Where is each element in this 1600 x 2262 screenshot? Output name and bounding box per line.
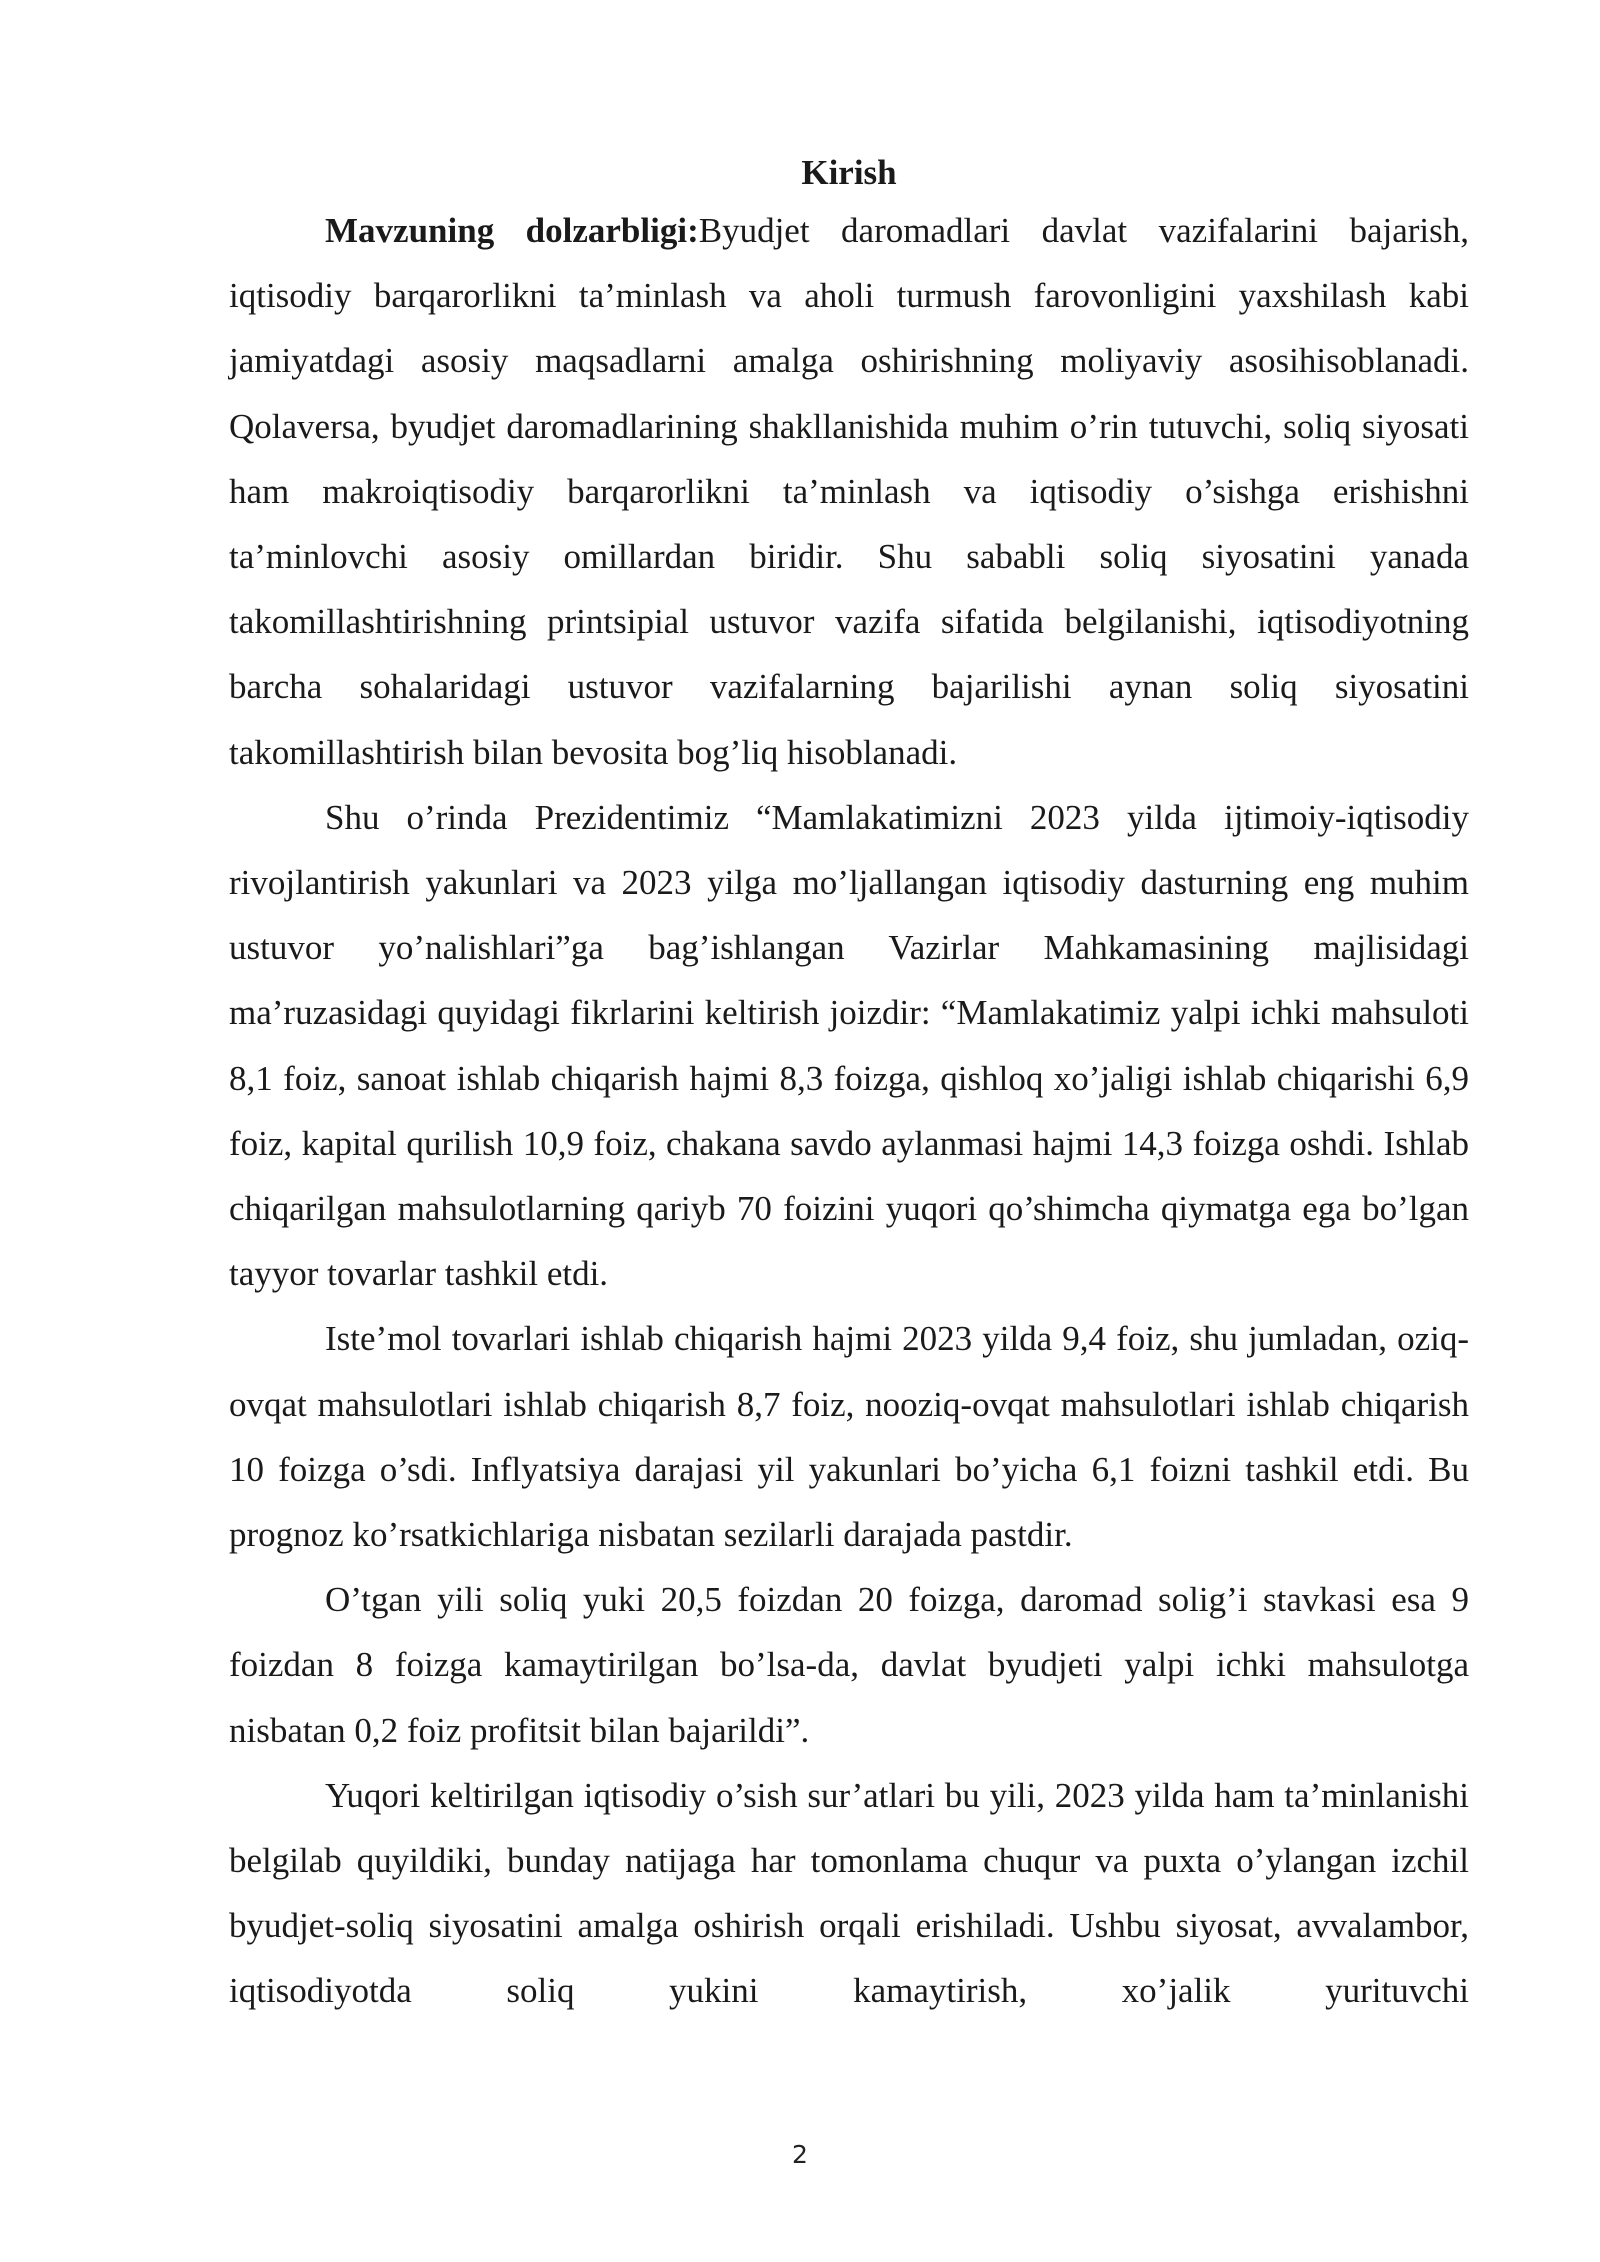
- paragraph: Iste’mol tovarlari ishlab chiqarish hajmi 2023 yilda 9,4 foiz, shu jumladan, oziq-ovqat mahsulotlari ishlab chiqarish 8,7 foiz, nooziq-ovqat mahsulotlari ishlab chiqarish 10 foizga o’sdi. Inflyatsiya darajasi yil yakunlari bo’yicha 6,1 foizni tashkil etdi. Bu prognoz ko’rsatkichlariga nisbatan sezilarli darajada pastdir.: [229, 1319, 1469, 1555]
- paragraph: O’tgan yili soliq yuki 20,5 foizdan 20 foizga, daromad solig’i stavkasi esa 9 foizdan 8 foizga kamaytirilgan bo’lsa-da, davlat byudjeti yalpi ichki mahsulotga nisbatan 0,2 foiz profitsit bilan bajarildi”.: [229, 1580, 1469, 1750]
- section-title: Kirish: [801, 153, 897, 192]
- paragraph-text: Byudjet daromadlari davlat vazifalarini bajarish, iqtisodiy barqarorlikni ta’minlash va aholi turmush farovonligini yaxshilash kabi jamiyatdagi asosiy maqsadlarni amalga oshirishning moliyaviy asosihisoblanadi. Qolaversa, byudjet daromadlarining shakllanishida muhim o’rin tutuvchi, soliq siyosati ham makroiqtisodiy barqarorlikni ta’minlash va iqtisodiy o’sishga erishishni ta’minlovchi asosiy omillardan biridir. Shu sababli soliq siyosatini yanada takomillashtirishning printsipial ustuvor vazifa sifatida belgilanishi, iqtisodiyotning barcha sohalaridagi ustuvor vazifalarning bajarilishi aynan soliq siyosatini takomillashtirish bilan bevosita bog’liq hisoblanadi.: [229, 211, 1469, 772]
- page-number: 2: [792, 2140, 808, 2169]
- paragraph: Shu o’rinda Prezidentimiz “Mamlakatimizni 2023 yilda ijtimoiy-iqtisodiy rivojlantirish yakunlari va 2023 yilga mo’ljallangan iqtisodiy dasturning eng muhim ustuvor yo’nalishlari”ga bag’ishlangan Vazirlar Mahkamasining majlisidagi ma’ruzasidagi quyidagi fikrlarini keltirish joizdir: “Mamlakatimiz yalpi ichki mahsuloti 8,1 foiz, sanoat ishlab chiqarish hajmi 8,3 foizga, qishloq xo’jaligi ishlab chiqarishi 6,9 foiz, kapital qurilish 10,9 foiz, chakana savdo aylanmasi hajmi 14,3 foizga oshdi. Ishlab chiqarilgan mahsulotlarning qariyb 70 foizini yuqori qo’shimcha qiymatga ega bo’lgan tayyor tovarlar tashkil etdi.: [229, 797, 1469, 1294]
- paragraph-relevance: [229, 198, 1469, 785]
- page-content: [229, 148, 1469, 2024]
- paragraph: Yuqori keltirilgan iqtisodiy o’sish sur’atlari bu yili, 2023 yilda ham ta’minlanishi belgilab quyildiki, bunday natijaga har tomonlama chuqur va puxta o’ylangan izchil byudjet-soliq siyosatini amalga oshirish orqali erishiladi. Ushbu siyosat, avvalambor, iqtisodiyotda soliq yukini kamaytirish, xo’jalik yurituvchi: [229, 1775, 1469, 2011]
- intro-label: Mavzuning dolzarbligi:: [325, 211, 699, 250]
